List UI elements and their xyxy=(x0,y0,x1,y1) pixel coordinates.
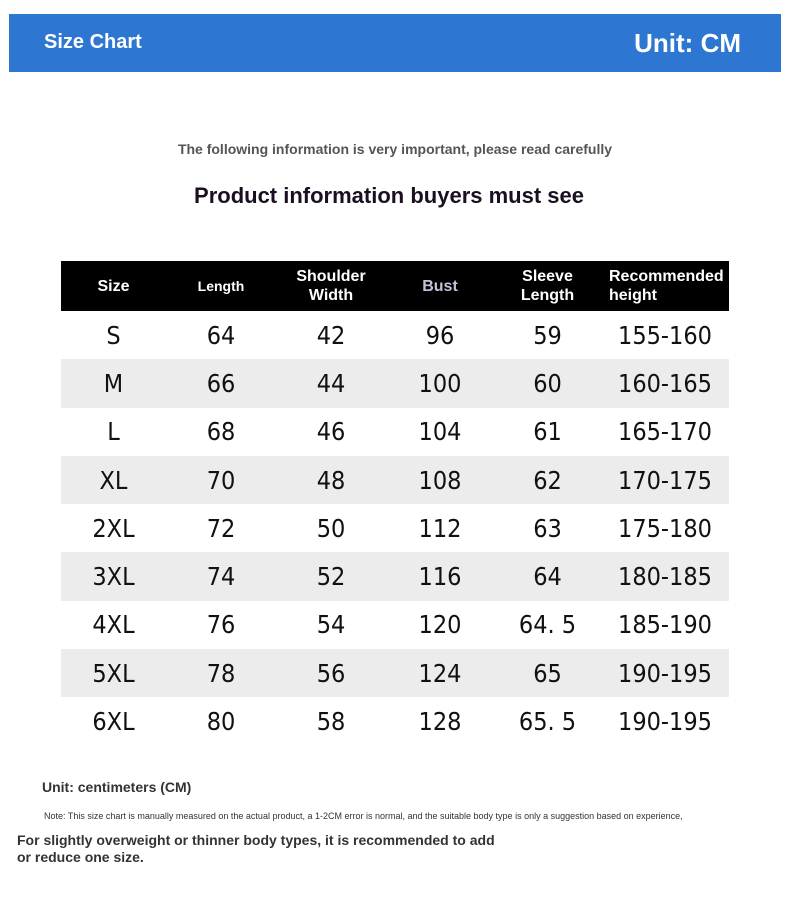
table-row xyxy=(61,552,729,600)
table-row xyxy=(61,359,729,407)
column-header-shoulder-width: Shoulder Width xyxy=(296,268,366,304)
table-cell: 4XL xyxy=(92,610,135,640)
table-cell: 175-180 xyxy=(618,513,712,543)
table-cell: 2XL xyxy=(92,513,135,543)
table-cell: 46 xyxy=(316,417,346,447)
table-cell: 165-170 xyxy=(618,417,712,447)
table-cell: M xyxy=(103,368,124,398)
table-cell: 124 xyxy=(418,658,462,688)
table-row xyxy=(61,504,729,552)
table-row xyxy=(61,311,729,359)
size-table xyxy=(61,261,729,746)
measurement-note: Note: This size chart is manually measured on the actual product, a 1-2CM error is normal, and the suitable body type is only a suggestion based on experience, xyxy=(44,811,683,821)
table-body xyxy=(61,311,729,746)
table-cell: 76 xyxy=(206,610,236,640)
table-cell: 128 xyxy=(418,707,462,737)
table-cell: 58 xyxy=(316,707,346,737)
table-cell: 104 xyxy=(418,417,462,447)
table-cell: 6XL xyxy=(92,707,135,737)
column-header-recommended-height: Recommended height xyxy=(609,268,724,304)
table-cell: S xyxy=(106,320,121,350)
table-cell: 185-190 xyxy=(618,610,712,640)
table-cell: 64. 5 xyxy=(518,610,577,640)
table-cell: 120 xyxy=(418,610,462,640)
table-cell: 116 xyxy=(418,562,462,592)
unit-label: Unit: CM xyxy=(634,28,741,58)
column-header-bust: Bust xyxy=(422,277,458,295)
table-cell: 100 xyxy=(418,368,462,398)
table-cell: 190-195 xyxy=(618,707,712,737)
table-cell: 68 xyxy=(206,417,236,447)
table-cell: 48 xyxy=(316,465,346,495)
table-cell: 44 xyxy=(316,368,346,398)
table-cell: 64 xyxy=(206,320,236,350)
table-header xyxy=(61,261,729,311)
table-row xyxy=(61,649,729,697)
table-cell: 64 xyxy=(533,562,562,592)
table-cell: 112 xyxy=(418,513,462,543)
header-bar xyxy=(9,14,781,72)
table-cell: 61 xyxy=(533,417,562,447)
table-cell: 42 xyxy=(316,320,346,350)
table-cell: 52 xyxy=(316,562,346,592)
size-advice: For slightly overweight or thinner body types, it is recommended to add or reduce one size. xyxy=(17,832,495,865)
table-cell: 65 xyxy=(533,658,562,688)
important-notice: The following information is very important, please read carefully xyxy=(177,141,613,157)
table-cell: 66 xyxy=(206,368,236,398)
table-cell: 59 xyxy=(533,320,562,350)
table-row xyxy=(61,697,729,745)
table-cell: 170-175 xyxy=(618,465,712,495)
table-cell: 63 xyxy=(533,513,562,543)
table-cell: 190-195 xyxy=(618,658,712,688)
table-cell: 62 xyxy=(533,465,562,495)
table-cell: XL xyxy=(99,465,128,495)
table-cell: 160-165 xyxy=(618,368,712,398)
table-cell: 54 xyxy=(316,610,346,640)
table-cell: 5XL xyxy=(92,658,135,688)
column-header-sleeve-length: Sleeve Length xyxy=(520,268,575,304)
table-cell: 80 xyxy=(206,707,236,737)
table-cell: 60 xyxy=(533,368,562,398)
table-row xyxy=(61,456,729,504)
table-cell: 72 xyxy=(206,513,236,543)
table-row xyxy=(61,601,729,649)
table-cell: 74 xyxy=(206,562,236,592)
table-cell: 180-185 xyxy=(618,562,712,592)
table-cell: 78 xyxy=(206,658,236,688)
table-cell: 108 xyxy=(418,465,462,495)
table-cell: 155-160 xyxy=(618,320,712,350)
column-header-size: Size xyxy=(97,277,130,295)
table-cell: 56 xyxy=(316,658,346,688)
table-cell: 3XL xyxy=(92,562,135,592)
headline: Product information buyers must see xyxy=(194,183,584,208)
table-cell: L xyxy=(107,417,120,447)
table-row xyxy=(61,408,729,456)
column-header-length: Length xyxy=(197,277,245,294)
table-cell: 65. 5 xyxy=(518,707,577,737)
table-cell: 50 xyxy=(316,513,346,543)
size-chart-title: Size Chart xyxy=(44,31,142,53)
unit-note: Unit: centimeters (CM) xyxy=(42,779,192,795)
table-cell: 96 xyxy=(425,320,455,350)
table-cell: 70 xyxy=(206,465,236,495)
